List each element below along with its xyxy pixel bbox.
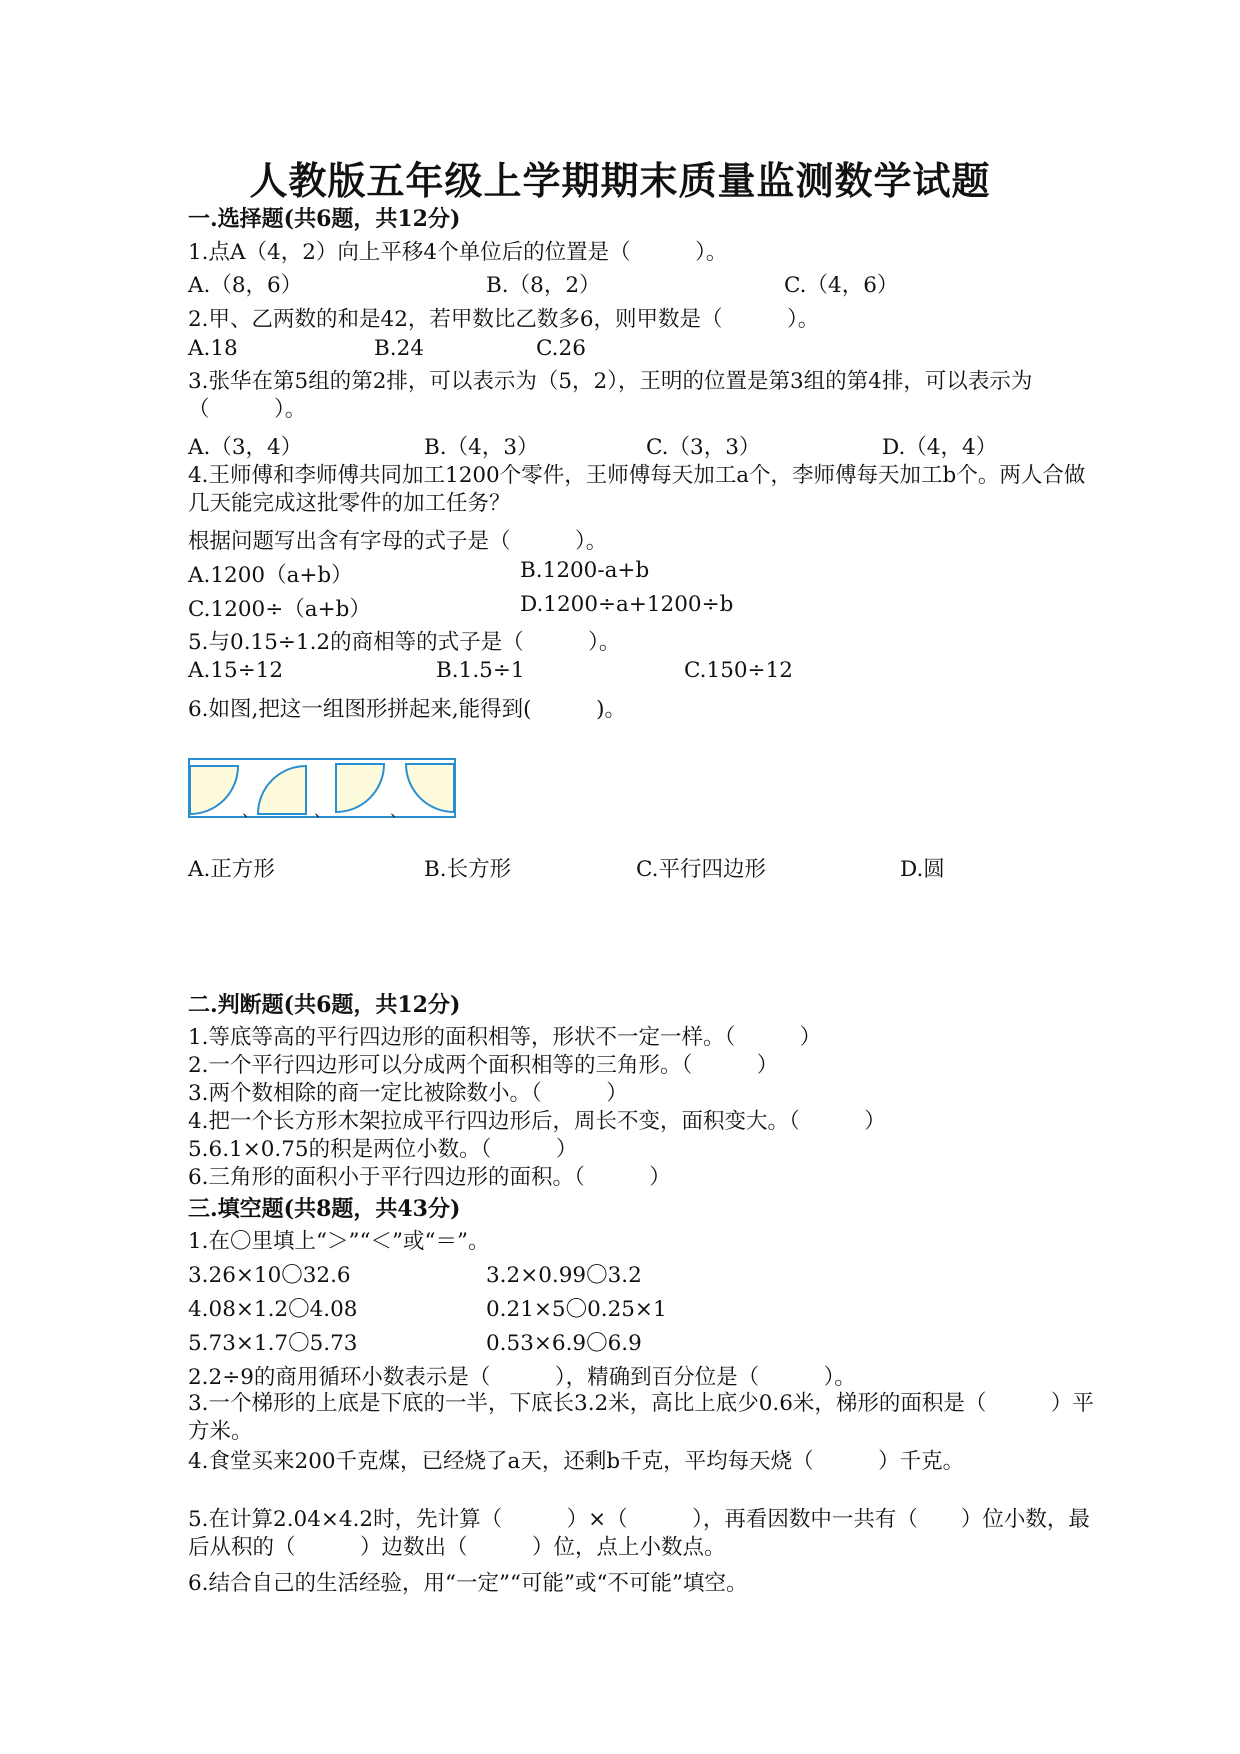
figure-separator-2: 、 [314, 801, 331, 818]
q4-option-b: B.1200-a+b [520, 558, 650, 583]
tf-item-3: 3.两个数相除的商一定比被除数小。（ ） [188, 1081, 628, 1106]
q1-option-c: C.（4，6） [784, 273, 899, 298]
q4-option-d: D.1200÷a+1200÷b [520, 592, 734, 617]
q3-option-c: C.（3，3） [646, 435, 761, 460]
q1-option-a: A.（8，6） [188, 273, 303, 298]
q4-option-c: C.1200÷（a+b） [188, 597, 371, 622]
q2-option-a: A.18 [188, 336, 238, 361]
q6-option-c: C.平行四边形 [636, 857, 767, 882]
q1-option-b: B.（8，2） [486, 273, 601, 298]
q3-option-d: D.（4，4） [882, 435, 998, 460]
q3-option-a: A.（3，4） [188, 435, 303, 460]
compare-3-left: 5.73×1.7〇5.73 [188, 1331, 358, 1356]
q6-option-d: D.圆 [900, 857, 945, 882]
q3-option-b: B.（4，3） [424, 435, 539, 460]
q6-shape-pieces-figure [188, 758, 456, 822]
compare-1-left: 3.26×10〇32.6 [188, 1263, 351, 1288]
section-heading-true-false: 二.判断题(共6题，共12分) [188, 992, 461, 1018]
q1-stem: 1.点A（4，2）向上平移4个单位后的位置是（ ）。 [188, 240, 728, 265]
q4-sub-question: 根据问题写出含有字母的式子是（ ）。 [188, 529, 608, 554]
page-title: 人教版五年级上学期期末质量监测数学试题 [249, 158, 991, 203]
tf-item-1: 1.等底等高的平行四边形的面积相等，形状不一定一样。（ ） [188, 1025, 822, 1050]
q5-stem: 5.与0.15÷1.2的商相等的式子是（ ）。 [188, 630, 621, 655]
fill-q3: 3.一个梯形的上底是下底的一半，下底长3.2米，高比上底少0.6米，梯形的面积是（ ）平方米。 [188, 1391, 1094, 1444]
q4-stem: 4.王师傅和李师傅共同加工1200个零件，王师傅每天加工a个，李师傅每天加工b个。两人合做几天能完成这批零件的加工任务？ [188, 463, 1086, 516]
q6-option-a: A.正方形 [188, 857, 275, 882]
fill-q2: 2.2÷9的商用循环小数表示是（ ），精确到百分位是（ ）。 [188, 1365, 856, 1390]
tf-item-6: 6.三角形的面积小于平行四边形的面积。（ ） [188, 1165, 671, 1190]
q6-stem: 6.如图,把这一组图形拼起来,能得到( )。 [188, 697, 626, 722]
figure-separator-3: 、 [390, 801, 407, 818]
q2-option-c: C.26 [536, 336, 586, 361]
q2-stem: 2.甲、乙两数的和是42，若甲数比乙数多6，则甲数是（ ）。 [188, 307, 820, 332]
q3-stem: 3.张华在第5组的第2排，可以表示为（5，2），王明的位置是第3组的第4排，可以表示为（ ）。 [188, 369, 1033, 422]
compare-1-right: 3.2×0.99〇3.2 [486, 1263, 642, 1288]
q6-option-b: B.长方形 [424, 857, 512, 882]
fill-q6: 6.结合自己的生活经验，用“一定”“可能”或“不可能”填空。 [188, 1571, 748, 1596]
tf-item-2: 2.一个平行四边形可以分成两个面积相等的三角形。（ ） [188, 1053, 779, 1078]
section-heading-fill-in: 三.填空题(共8题，共43分) [188, 1196, 461, 1222]
q5-option-a: A.15÷12 [188, 658, 284, 683]
compare-2-left: 4.08×1.2〇4.08 [188, 1297, 358, 1322]
fill-q4: 4.食堂买来200千克煤，已经烧了a天，还剩b千克，平均每天烧（ ）千克。 [188, 1449, 965, 1474]
q4-option-a: A.1200（a+b） [188, 563, 353, 588]
section-heading-choice: 一.选择题(共6题，共12分) [188, 206, 461, 232]
compare-2-right: 0.21×5〇0.25×1 [486, 1297, 667, 1322]
tf-item-5: 5.6.1×0.75的积是两位小数。（ ） [188, 1137, 578, 1162]
tf-item-4: 4.把一个长方形木架拉成平行四边形后，周长不变，面积变大。（ ） [188, 1109, 886, 1134]
fill-q5: 5.在计算2.04×4.2时，先计算（ ）×（ ），再看因数中一共有（ ）位小数，最后从积的（ ）边数出（ ）位，点上小数点。 [188, 1507, 1090, 1560]
q5-option-c: C.150÷12 [684, 658, 793, 683]
q2-option-b: B.24 [374, 336, 424, 361]
compare-3-right: 0.53×6.9〇6.9 [486, 1331, 642, 1356]
fill-q1-stem: 1.在〇里填上“＞”“＜”或“＝”。 [188, 1229, 490, 1254]
figure-separator-1: 、 [242, 801, 259, 818]
q5-option-b: B.1.5÷1 [436, 658, 525, 683]
